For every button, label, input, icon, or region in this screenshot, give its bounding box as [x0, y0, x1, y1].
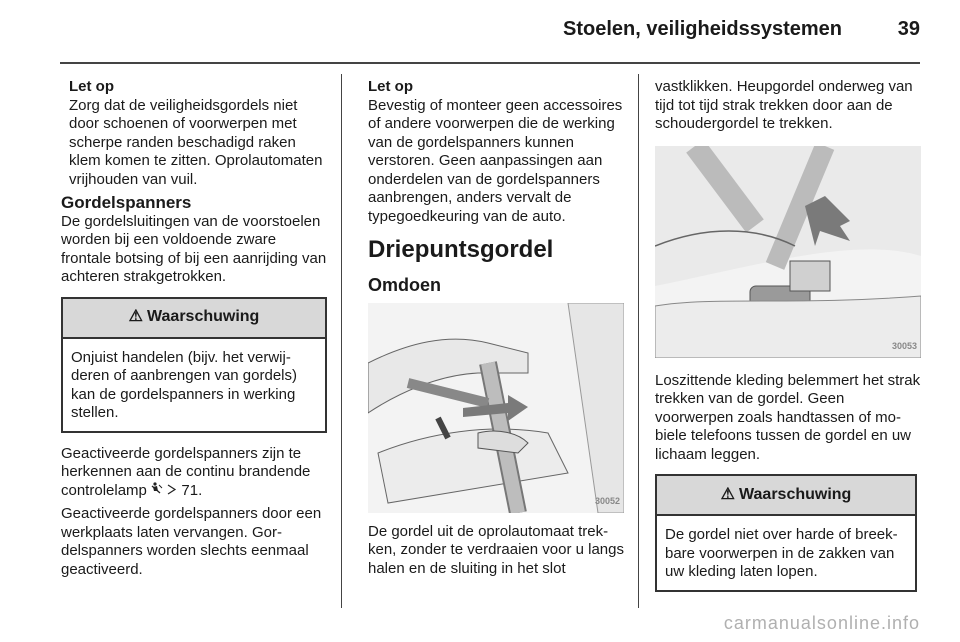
paragraph: Geactiveerde gordelspanners door een werkplaats laten vervangen. Gordelspanners worden slechts eenmaal geactiveerd. — [61, 505, 322, 578]
note-block — [368, 78, 624, 226]
warning-label: Waarschuwing — [739, 485, 852, 503]
warning-triangle-icon: ⚠ — [720, 485, 736, 503]
page-reference-arrow-icon[interactable] — [167, 482, 181, 499]
note-text: Zorg dat de veiligheidsgordels niet door schoenen of voorwerpen met scherpe randen beschadigd raken klem komen te zitten. Oprolautomaten vrijhouden van vuil. — [69, 96, 323, 188]
warning-triangle-icon: ⚠ — [128, 308, 144, 326]
section-heading-gordelspanners: Gordelspanners — [61, 193, 192, 212]
note-title: Let op — [368, 78, 413, 95]
warning-box — [655, 474, 917, 592]
paragraph-text: Geactiveerde gordelspanners zijn te herkennen aan de continu brandende controlelamp — [61, 444, 311, 499]
paragraph: De gordelsluitingen van de voorstoelen worden bij een voldoende zware frontale botsing of bij een aanrijding van achteren strakgetrokken. — [61, 212, 327, 285]
column-divider-1 — [341, 74, 342, 608]
figure-number: 30052 — [594, 496, 620, 506]
warning-text: De gordel niet over harde of breekbare voorwerpen in de zakken van uw kleding laten lopen. — [665, 526, 898, 580]
column-3 — [655, 78, 923, 604]
paragraph — [61, 445, 327, 501]
figure-fastening-seatbelt — [368, 303, 624, 513]
seatbelt-illustration — [368, 303, 624, 513]
note-block — [69, 78, 327, 189]
column-2 — [368, 78, 624, 583]
header-rule — [60, 62, 920, 64]
note-text: Bevestig of monteer geen accessoires of andere voorwerpen die de werking van de gordelspanners kunnen verstoren. Geen aanpassingen aan onderdelen van de gordelspanners aanbrengen, anders vervalt de typegoedkeuring van de auto. — [368, 96, 623, 225]
figure-number: 30053 — [891, 341, 917, 351]
subheading-omdoen: Omdoen — [368, 275, 442, 295]
watermark: carmanualsonline.info — [723, 613, 920, 633]
belt-buckle-illustration — [655, 146, 921, 358]
page-header-title: Stoelen, veiligheidssystemen — [563, 18, 842, 40]
seatbelt-warning-lamp-icon — [151, 482, 167, 499]
column-1 — [61, 78, 327, 584]
column-divider-2 — [638, 74, 639, 608]
paragraph: vastklikken. Heupgordel onderweg van tijd tot tijd strak trekken door aan de schoudergordel te trekken. — [655, 78, 913, 132]
page-reference[interactable]: 71. — [181, 481, 203, 499]
paragraph: De gordel uit de oprolautomaat trekken, zonder te verdraaien voor u langs halen en de sluiting in het slot — [368, 522, 624, 577]
figure-tightening-seatbelt — [655, 146, 921, 358]
warning-header — [63, 299, 325, 339]
warning-header — [657, 476, 915, 516]
page-number: 39 — [897, 18, 920, 40]
paragraph: Loszittende kleding belemmert het strak trekken van de gordel. Geen voorwerpen zoals handtassen of mobiele telefoons tussen de gordel en uw lichaam leggen. — [655, 371, 921, 463]
warning-text: Onjuist handelen (bijv. het verwijderen of aanbrengen van gordels) kan de gordelspanners in werking stellen. — [71, 348, 297, 421]
warning-label: Waarschuwing — [147, 308, 260, 326]
section-heading-driepuntsgordel: Driepuntsgordel — [368, 236, 554, 263]
warning-box — [61, 297, 327, 433]
note-title: Let op — [69, 78, 114, 95]
